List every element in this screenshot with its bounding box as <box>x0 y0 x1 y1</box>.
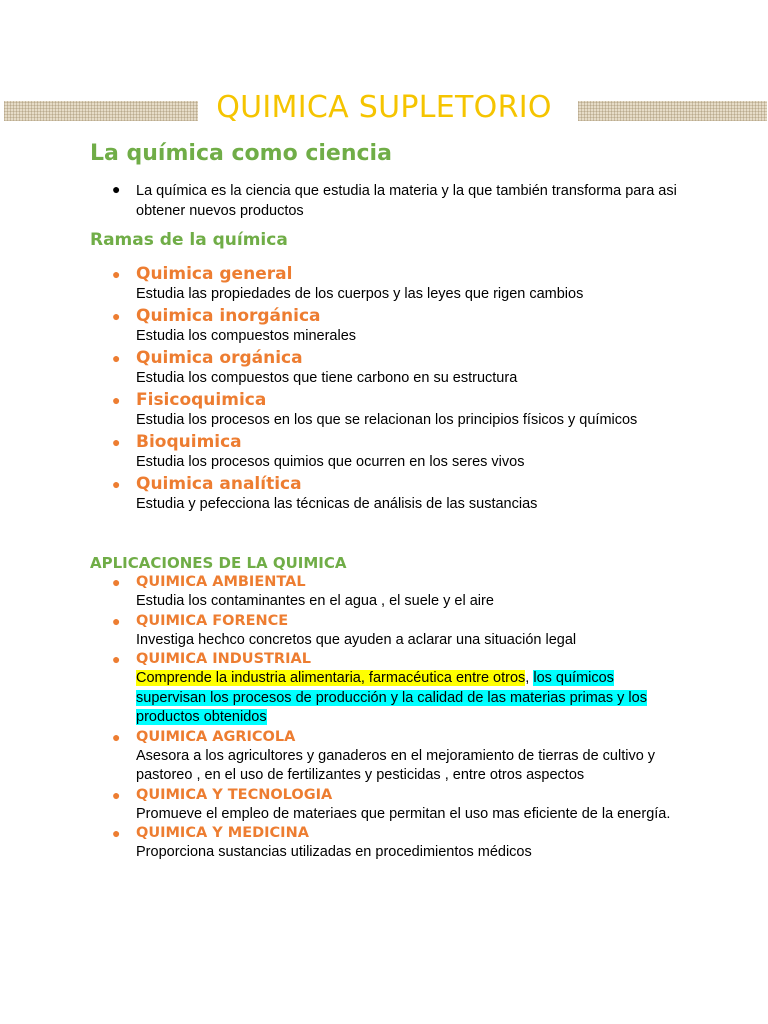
branch-description: Estudia los procesos quimios que ocurren en los seres vivos <box>136 454 525 470</box>
highlighted-text-yellow: Comprende la industria alimentaria, farmacéutica entre otros <box>136 670 526 686</box>
page-title: QUIMICA SUPLETORIO <box>216 90 552 125</box>
list-item <box>0 786 768 825</box>
application-description: Promueve el empleo de materiaes que permitan el uso mas eficiente de la energía. <box>136 805 671 822</box>
application-name: QUIMICA AMBIENTAL <box>136 574 306 590</box>
bullet-icon: ● <box>112 728 121 745</box>
bullet-icon: ● <box>112 612 121 629</box>
list-item <box>0 824 768 863</box>
bullet-icon: ● <box>112 392 121 408</box>
branch-name: Quimica inorgánica <box>136 306 321 326</box>
branches-list <box>0 263 768 515</box>
text-separator: , <box>525 670 534 686</box>
bullet-icon: ● <box>112 308 121 324</box>
branch-name: Fisicoquimica <box>136 390 267 410</box>
list-item <box>0 573 768 612</box>
application-name: QUIMICA FORENCE <box>136 612 289 629</box>
application-name: QUIMICA AGRICOLA <box>136 728 296 745</box>
list-item <box>0 389 768 431</box>
bullet-icon: ● <box>112 476 121 492</box>
bullet-icon: ● <box>112 786 121 803</box>
applications-list <box>0 573 768 863</box>
application-description: Investiga hechco concretos que ayuden a aclarar una situación legal <box>136 631 577 648</box>
application-name: QUIMICA INDUSTRIAL <box>136 651 311 667</box>
section-heading-chemistry-science: La química como ciencia <box>90 141 392 166</box>
branch-name: Quimica analítica <box>136 474 302 494</box>
list-item <box>0 612 768 651</box>
branch-name: Bioquimica <box>136 432 242 452</box>
list-item <box>0 431 768 473</box>
branch-description: Estudia y pefecciona las técnicas de análisis de las sustancias <box>136 496 538 512</box>
list-item <box>0 305 768 347</box>
section-heading-branches: Ramas de la química <box>90 230 288 250</box>
list-item <box>0 650 768 728</box>
branch-name: Quimica orgánica <box>136 348 303 368</box>
intro-paragraph: La química es la ciencia que estudia la materia y la que también transforma para asi obtener nuevos productos <box>136 183 677 219</box>
bullet-icon: ● <box>112 350 121 366</box>
highlighted-text-cyan: los químicos supervisan los procesos de producción y la calidad de las materias primas y los productos obtenidos <box>136 670 647 725</box>
application-name: QUIMICA Y TECNOLOGIA <box>136 786 333 803</box>
list-item <box>0 263 768 305</box>
branch-description: Estudia los compuestos minerales <box>136 328 357 344</box>
branch-description: Estudia los procesos en los que se relacionan los principios físicos y químicos <box>136 412 638 428</box>
application-description <box>136 669 681 728</box>
bullet-icon: ● <box>112 434 121 450</box>
branch-description: Estudia las propiedades de los cuerpos y las leyes que rigen cambios <box>136 286 584 302</box>
list-item <box>0 473 768 515</box>
application-description: Estudia los contaminantes en el agua , el suele y el aire <box>136 593 494 609</box>
bullet-icon: ● <box>112 574 121 590</box>
bullet-icon: ● <box>112 825 121 841</box>
application-description: Asesora a los agricultores y ganaderos en el mejoramiento de tierras de cultivo y pastoreo , en el uso de fertilizantes y pesticidas , entre otros aspectos <box>136 747 656 783</box>
bullet-icon: ● <box>112 651 121 667</box>
application-description: Proporciona sustancias utilizadas en procedimientos médicos <box>136 844 532 860</box>
branch-description: Estudia los compuestos que tiene carbono en su estructura <box>136 370 518 386</box>
bullet-icon: ● <box>112 181 121 197</box>
application-name: QUIMICA Y MEDICINA <box>136 825 309 841</box>
branch-name: Quimica general <box>136 264 293 284</box>
list-item <box>0 728 768 786</box>
list-item <box>0 347 768 389</box>
bullet-icon: ● <box>112 266 121 282</box>
section-heading-applications: APLICACIONES DE LA QUIMICA <box>90 554 347 572</box>
